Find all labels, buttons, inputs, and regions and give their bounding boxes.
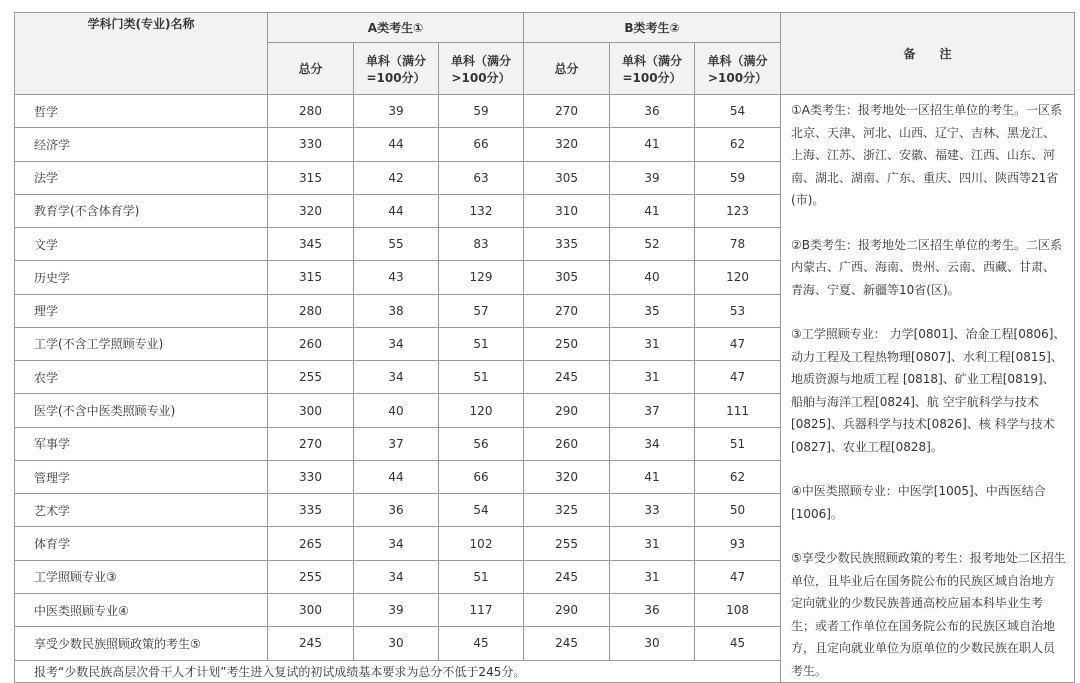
header-b-single-gt100: 单科（满分 >100分） bbox=[695, 43, 781, 95]
score-table bbox=[14, 12, 1075, 683]
header-remark: 备 注 bbox=[781, 13, 1075, 95]
header-b-total: 总分 bbox=[524, 43, 610, 95]
score-cell-b-gt100: 47 bbox=[695, 560, 781, 593]
score-cell-b-gt100: 54 bbox=[695, 95, 781, 128]
score-cell-a-gt100: 51 bbox=[439, 361, 524, 394]
subject-name: 工学照顾专业③ bbox=[15, 560, 268, 593]
score-cell-a-100: 39 bbox=[354, 95, 439, 128]
score-cell-a-gt100: 57 bbox=[439, 294, 524, 327]
subject-name: 管理学 bbox=[15, 460, 268, 493]
score-cell-b-100: 36 bbox=[610, 95, 695, 128]
score-cell-b-100: 40 bbox=[610, 261, 695, 294]
score-cell-a-100: 44 bbox=[354, 460, 439, 493]
score-cell-a-100: 30 bbox=[354, 627, 439, 660]
subject-name: 文学 bbox=[15, 228, 268, 261]
score-cell-a-total: 330 bbox=[268, 128, 354, 161]
score-cell-b-total: 260 bbox=[524, 427, 610, 460]
subject-name: 工学(不含工学照顾专业) bbox=[15, 327, 268, 360]
score-cell-b-total: 250 bbox=[524, 327, 610, 360]
score-cell-a-total: 260 bbox=[268, 327, 354, 360]
subject-name: 享受少数民族照顾政策的考生⑤ bbox=[15, 627, 268, 660]
score-cell-a-total: 315 bbox=[268, 161, 354, 194]
score-cell-a-gt100: 51 bbox=[439, 327, 524, 360]
subject-name: 教育学(不含体育学) bbox=[15, 194, 268, 227]
footer-note: 报考“少数民族高层次骨干人才计划”考生进入复试的初试成绩基本要求为总分不低于245分。 bbox=[15, 660, 781, 682]
score-cell-b-100: 33 bbox=[610, 494, 695, 527]
score-cell-a-gt100: 66 bbox=[439, 128, 524, 161]
score-cell-a-gt100: 117 bbox=[439, 593, 524, 626]
score-cell-a-total: 300 bbox=[268, 593, 354, 626]
score-cell-a-gt100: 66 bbox=[439, 460, 524, 493]
score-cell-b-100: 41 bbox=[610, 194, 695, 227]
score-cell-b-gt100: 62 bbox=[695, 128, 781, 161]
score-cell-a-100: 36 bbox=[354, 494, 439, 527]
score-cell-b-total: 325 bbox=[524, 494, 610, 527]
score-cell-b-gt100: 111 bbox=[695, 394, 781, 427]
score-cell-b-100: 31 bbox=[610, 560, 695, 593]
subject-name: 中医类照顾专业④ bbox=[15, 593, 268, 626]
score-cell-a-total: 335 bbox=[268, 494, 354, 527]
score-cell-a-100: 34 bbox=[354, 361, 439, 394]
header-a-total: 总分 bbox=[268, 43, 354, 95]
score-cell-b-100: 30 bbox=[610, 627, 695, 660]
score-cell-b-100: 34 bbox=[610, 427, 695, 460]
score-cell-b-gt100: 53 bbox=[695, 294, 781, 327]
score-cell-a-total: 330 bbox=[268, 460, 354, 493]
score-cell-a-total: 270 bbox=[268, 427, 354, 460]
subject-name: 历史学 bbox=[15, 261, 268, 294]
score-cell-b-total: 290 bbox=[524, 593, 610, 626]
remark-note: ③工学照顾专业： 力学[0801]、冶金工程[0806]、动力工程及工程热物理[0807]、水利工程[0815]、地质资源与地质工程 [0818]、矿业工程[0819]、船舶与海洋工程[0824]、航 空宇航科学与技术[0825]、兵器科学与技术[0826]、核 科学与技术[0827]、农业工程[0828]。 bbox=[791, 327, 1066, 454]
remark-note: ⑤享受少数民族照顾政策的考生：报考地处二区招生单位，且毕业后在国务院公布的民族区域自治地方定向就业的少数民族普通高校应届本科毕业生考生；或者工作单位在国务院公布的民族区域自治地方，且定向就业单位为原单位的少数民族在职人员考生。 bbox=[791, 551, 1066, 678]
subject-name: 理学 bbox=[15, 294, 268, 327]
subject-name: 艺术学 bbox=[15, 494, 268, 527]
subject-name: 法学 bbox=[15, 161, 268, 194]
score-cell-b-100: 31 bbox=[610, 361, 695, 394]
score-cell-b-total: 305 bbox=[524, 161, 610, 194]
header-a-single-gt100: 单科（满分 >100分） bbox=[439, 43, 524, 95]
score-cell-b-gt100: 45 bbox=[695, 627, 781, 660]
score-cell-a-100: 42 bbox=[354, 161, 439, 194]
score-cell-b-gt100: 78 bbox=[695, 228, 781, 261]
score-cell-a-100: 38 bbox=[354, 294, 439, 327]
score-cell-b-total: 305 bbox=[524, 261, 610, 294]
score-cell-a-gt100: 54 bbox=[439, 494, 524, 527]
score-cell-a-total: 280 bbox=[268, 95, 354, 128]
score-cell-b-total: 290 bbox=[524, 394, 610, 427]
score-cell-b-total: 310 bbox=[524, 194, 610, 227]
score-cell-a-gt100: 83 bbox=[439, 228, 524, 261]
score-cell-a-gt100: 51 bbox=[439, 560, 524, 593]
score-cell-a-100: 39 bbox=[354, 593, 439, 626]
score-cell-a-gt100: 56 bbox=[439, 427, 524, 460]
score-cell-a-100: 44 bbox=[354, 194, 439, 227]
score-cell-b-100: 36 bbox=[610, 593, 695, 626]
score-cell-a-total: 255 bbox=[268, 560, 354, 593]
score-cell-a-gt100: 132 bbox=[439, 194, 524, 227]
score-cell-b-total: 245 bbox=[524, 627, 610, 660]
subject-name: 经济学 bbox=[15, 128, 268, 161]
score-cell-a-gt100: 63 bbox=[439, 161, 524, 194]
score-cell-b-total: 270 bbox=[524, 95, 610, 128]
score-cell-b-gt100: 93 bbox=[695, 527, 781, 560]
score-cell-a-total: 255 bbox=[268, 361, 354, 394]
score-cell-b-total: 255 bbox=[524, 527, 610, 560]
score-cell-b-100: 35 bbox=[610, 294, 695, 327]
score-cell-b-gt100: 47 bbox=[695, 361, 781, 394]
score-cell-b-total: 245 bbox=[524, 361, 610, 394]
score-cell-a-100: 37 bbox=[354, 427, 439, 460]
score-cell-b-100: 41 bbox=[610, 460, 695, 493]
score-cell-b-gt100: 62 bbox=[695, 460, 781, 493]
header-group-a: A类考生① bbox=[268, 13, 524, 43]
score-cell-b-100: 31 bbox=[610, 527, 695, 560]
subject-name: 农学 bbox=[15, 361, 268, 394]
score-cell-a-100: 43 bbox=[354, 261, 439, 294]
score-cell-a-total: 280 bbox=[268, 294, 354, 327]
score-cell-b-100: 52 bbox=[610, 228, 695, 261]
subject-name: 哲学 bbox=[15, 95, 268, 128]
table-row bbox=[15, 95, 1075, 128]
score-cell-b-total: 245 bbox=[524, 560, 610, 593]
score-cell-a-total: 265 bbox=[268, 527, 354, 560]
score-cell-b-gt100: 108 bbox=[695, 593, 781, 626]
header-subject: 学科门类(专业)名称 bbox=[15, 13, 268, 95]
score-cell-b-gt100: 50 bbox=[695, 494, 781, 527]
score-cell-b-total: 320 bbox=[524, 460, 610, 493]
header-a-single-100: 单科（满分 =100分） bbox=[354, 43, 439, 95]
score-cell-a-100: 40 bbox=[354, 394, 439, 427]
score-cell-a-100: 44 bbox=[354, 128, 439, 161]
subject-name: 医学(不含中医类照顾专业) bbox=[15, 394, 268, 427]
score-cell-b-100: 37 bbox=[610, 394, 695, 427]
score-cell-b-gt100: 59 bbox=[695, 161, 781, 194]
score-cell-b-total: 320 bbox=[524, 128, 610, 161]
score-cell-a-gt100: 102 bbox=[439, 527, 524, 560]
score-cell-b-100: 39 bbox=[610, 161, 695, 194]
score-cell-a-gt100: 120 bbox=[439, 394, 524, 427]
score-cell-b-100: 41 bbox=[610, 128, 695, 161]
score-cell-a-100: 34 bbox=[354, 560, 439, 593]
score-cell-a-gt100: 129 bbox=[439, 261, 524, 294]
score-cell-a-total: 345 bbox=[268, 228, 354, 261]
remarks-cell bbox=[781, 95, 1075, 683]
score-cell-a-100: 55 bbox=[354, 228, 439, 261]
score-cell-a-total: 315 bbox=[268, 261, 354, 294]
remark-note: ②B类考生：报考地处二区招生单位的考生。二区系内蒙古、广西、海南、贵州、云南、西藏、甘肃、青海、宁夏、新疆等10省(区)。 bbox=[791, 237, 1063, 297]
score-cell-a-gt100: 45 bbox=[439, 627, 524, 660]
remark-note: ④中医类照顾专业：中医学[1005]、中西医结合[1006]。 bbox=[791, 484, 1046, 521]
score-cell-a-100: 34 bbox=[354, 527, 439, 560]
remark-note: ①A类考生：报考地处一区招生单位的考生。一区系北京、天津、河北、山西、辽宁、吉林、黑龙江、上海、江苏、浙江、安徽、福建、江西、山东、河南、湖北、湖南、广东、重庆、四川、陕西等21省 (市)。 bbox=[791, 103, 1062, 207]
score-cell-a-100: 34 bbox=[354, 327, 439, 360]
score-cell-a-gt100: 59 bbox=[439, 95, 524, 128]
header-b-single-100: 单科（满分 =100分） bbox=[610, 43, 695, 95]
score-cell-b-100: 31 bbox=[610, 327, 695, 360]
subject-name: 军事学 bbox=[15, 427, 268, 460]
score-cell-b-gt100: 47 bbox=[695, 327, 781, 360]
score-cell-a-total: 300 bbox=[268, 394, 354, 427]
score-cell-a-total: 245 bbox=[268, 627, 354, 660]
score-cell-b-total: 335 bbox=[524, 228, 610, 261]
score-cell-b-gt100: 123 bbox=[695, 194, 781, 227]
score-cell-b-total: 270 bbox=[524, 294, 610, 327]
score-cell-a-total: 320 bbox=[268, 194, 354, 227]
header-group-b: B类考生② bbox=[524, 13, 781, 43]
score-cell-b-gt100: 120 bbox=[695, 261, 781, 294]
subject-name: 体育学 bbox=[15, 527, 268, 560]
score-cell-b-gt100: 51 bbox=[695, 427, 781, 460]
